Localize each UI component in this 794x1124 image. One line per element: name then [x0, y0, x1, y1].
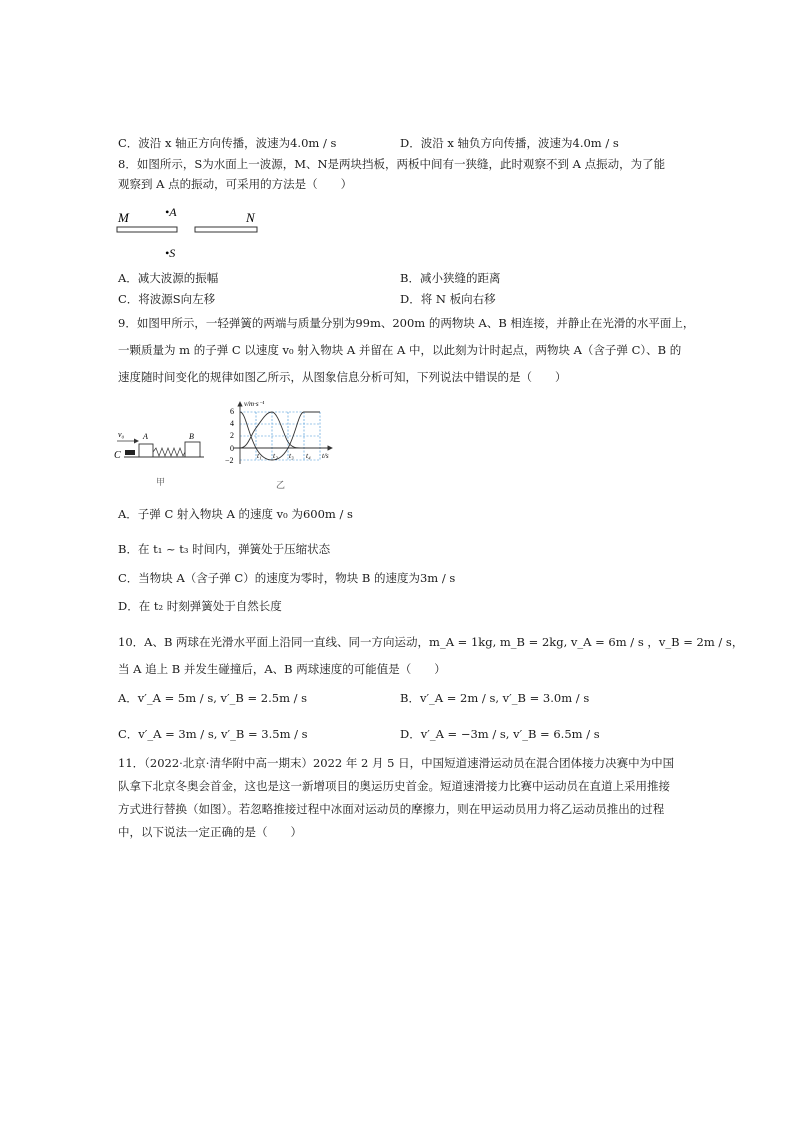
q8-label-n: N	[246, 210, 255, 225]
q8-option-d: D．将 N 板向右移	[400, 292, 496, 306]
q8-label-s: •S	[165, 246, 176, 260]
q8-plate-m	[117, 227, 177, 232]
q9-x-axis-label: t/s	[322, 452, 329, 460]
q10-stem-line-2: 当 A 追上 B 并发生碰撞后，A、B 两球速度的可能值是（ ）	[118, 662, 446, 676]
q9-block-b	[185, 442, 200, 457]
q9-option-b: B．在 t₁ ~ t₃ 时间内，弹簧处于压缩状态	[118, 542, 331, 556]
q9-bullet-c	[125, 450, 135, 455]
q9-y-tick-4: 4	[230, 419, 234, 428]
q11-stem-line-2: 队拿下北京冬奥会首金，这也是这一新增项目的奥运历史首金。短道速滑接力比赛中运动员在直道上采用推接	[118, 779, 670, 793]
q9-option-c: C．当物块 A（含子弹 C）的速度为零时，物块 B 的速度为3m / s	[118, 571, 456, 585]
q9-y-tick-0: 0	[230, 444, 234, 453]
q9-arrowhead	[134, 439, 139, 444]
q8-option-b: B．减小狭缝的距离	[400, 271, 501, 285]
q8-label-a: •A	[165, 205, 177, 219]
q9-stem-line-1: 9．如图甲所示，一轻弹簧的两端与质量分别为99m、200m 的两物块 A、B 相连接，并静止在光滑的水平面上，	[118, 316, 695, 330]
q9-label-a: A	[143, 432, 148, 441]
q10-option-b: B．v′_A = 2m / s, v′_B = 3.0m / s	[400, 691, 590, 705]
q9-curve-b	[240, 412, 320, 448]
q8-plate-n	[195, 227, 257, 232]
q10-option-c: C．v′_A = 3m / s, v′_B = 3.5m / s	[118, 727, 308, 741]
q10-stem-line-1: 10．A、B 两球在光滑水平面上沿同一直线、同一方向运动，m_A = 1kg, m_B = 2kg, v_A = 6m / s ，v_B = 2m / s，	[118, 635, 744, 649]
q9-figure-right	[222, 398, 342, 498]
q9-y-axis-label: v/m·s⁻¹	[244, 400, 265, 408]
q9-x-tick-t1: t₁	[257, 451, 262, 460]
q9-option-d: D．在 t₂ 时刻弹簧处于自然长度	[118, 599, 282, 613]
q9-stem-line-3: 速度随时间变化的规律如图乙所示，从图象信息分析可知，下列说法中错误的是（ ）	[118, 370, 567, 384]
q9-figure-left	[112, 425, 212, 495]
q9-y-tick-2: 2	[230, 431, 234, 440]
q9-label-c: C	[114, 450, 121, 461]
q9-block-a	[139, 444, 153, 457]
q8-label-m: M	[118, 210, 129, 225]
q9-label-b: B	[189, 432, 194, 441]
q9-y-tick-neg2: −2	[225, 456, 234, 465]
q8-option-a: A．减大波源的振幅	[118, 271, 219, 285]
q9-y-tick-6: 6	[230, 407, 234, 416]
q10-option-a: A．v′_A = 5m / s, v′_B = 2.5m / s	[118, 691, 308, 705]
q9-x-tick-t2: t₂	[273, 451, 278, 460]
q9-label-v0: v₀	[118, 430, 125, 439]
q9-x-tick-t4: t₄	[306, 451, 311, 460]
q9-caption-right: 乙	[276, 480, 286, 490]
q9-caption-left: 甲	[156, 477, 166, 487]
q7-option-c: C．波沿 x 轴正方向传播，波速为4.0m / s	[118, 136, 337, 150]
q8-stem-line-2: 观察到 A 点的振动，可采用的方法是（ ）	[118, 177, 353, 191]
q9-stem-line-2: 一颗质量为 m 的子弹 C 以速度 v₀ 射入物块 A 并留在 A 中，以此刻为计时起点，两物块 A（含子弹 C）、B 的	[118, 343, 682, 357]
q7-option-d: D．波沿 x 轴负方向传播，波速为4.0m / s	[400, 136, 619, 150]
q8-option-c: C．将波源S向左移	[118, 292, 216, 306]
q8-figure	[115, 200, 275, 265]
q10-option-d: D．v′_A = −3m / s, v′_B = 6.5m / s	[400, 727, 600, 741]
q11-stem-line-1: 11．（2022·北京·清华附中高一期末）2022 年 2 月 5 日，中国短道速滑运动员在混合团体接力决赛中为中国	[118, 756, 675, 770]
q9-x-tick-t3: t₃	[289, 451, 294, 460]
q9-option-a: A．子弹 C 射入物块 A 的速度 v₀ 为600m / s	[118, 507, 353, 521]
q11-stem-line-4: 中，以下说法一定正确的是（ ）	[118, 825, 302, 839]
q9-spring	[153, 448, 185, 456]
q11-stem-line-3: 方式进行替换（如图）。若忽略推接过程中冰面对运动员的摩擦力，则在甲运动员用力将乙运动员推出的过程	[118, 802, 665, 816]
q8-stem-line-1: 8．如图所示，S为水面上一波源，M、N是两块挡板，两板中间有一狭缝，此时观察不到 A 点振动，为了能	[118, 157, 666, 171]
